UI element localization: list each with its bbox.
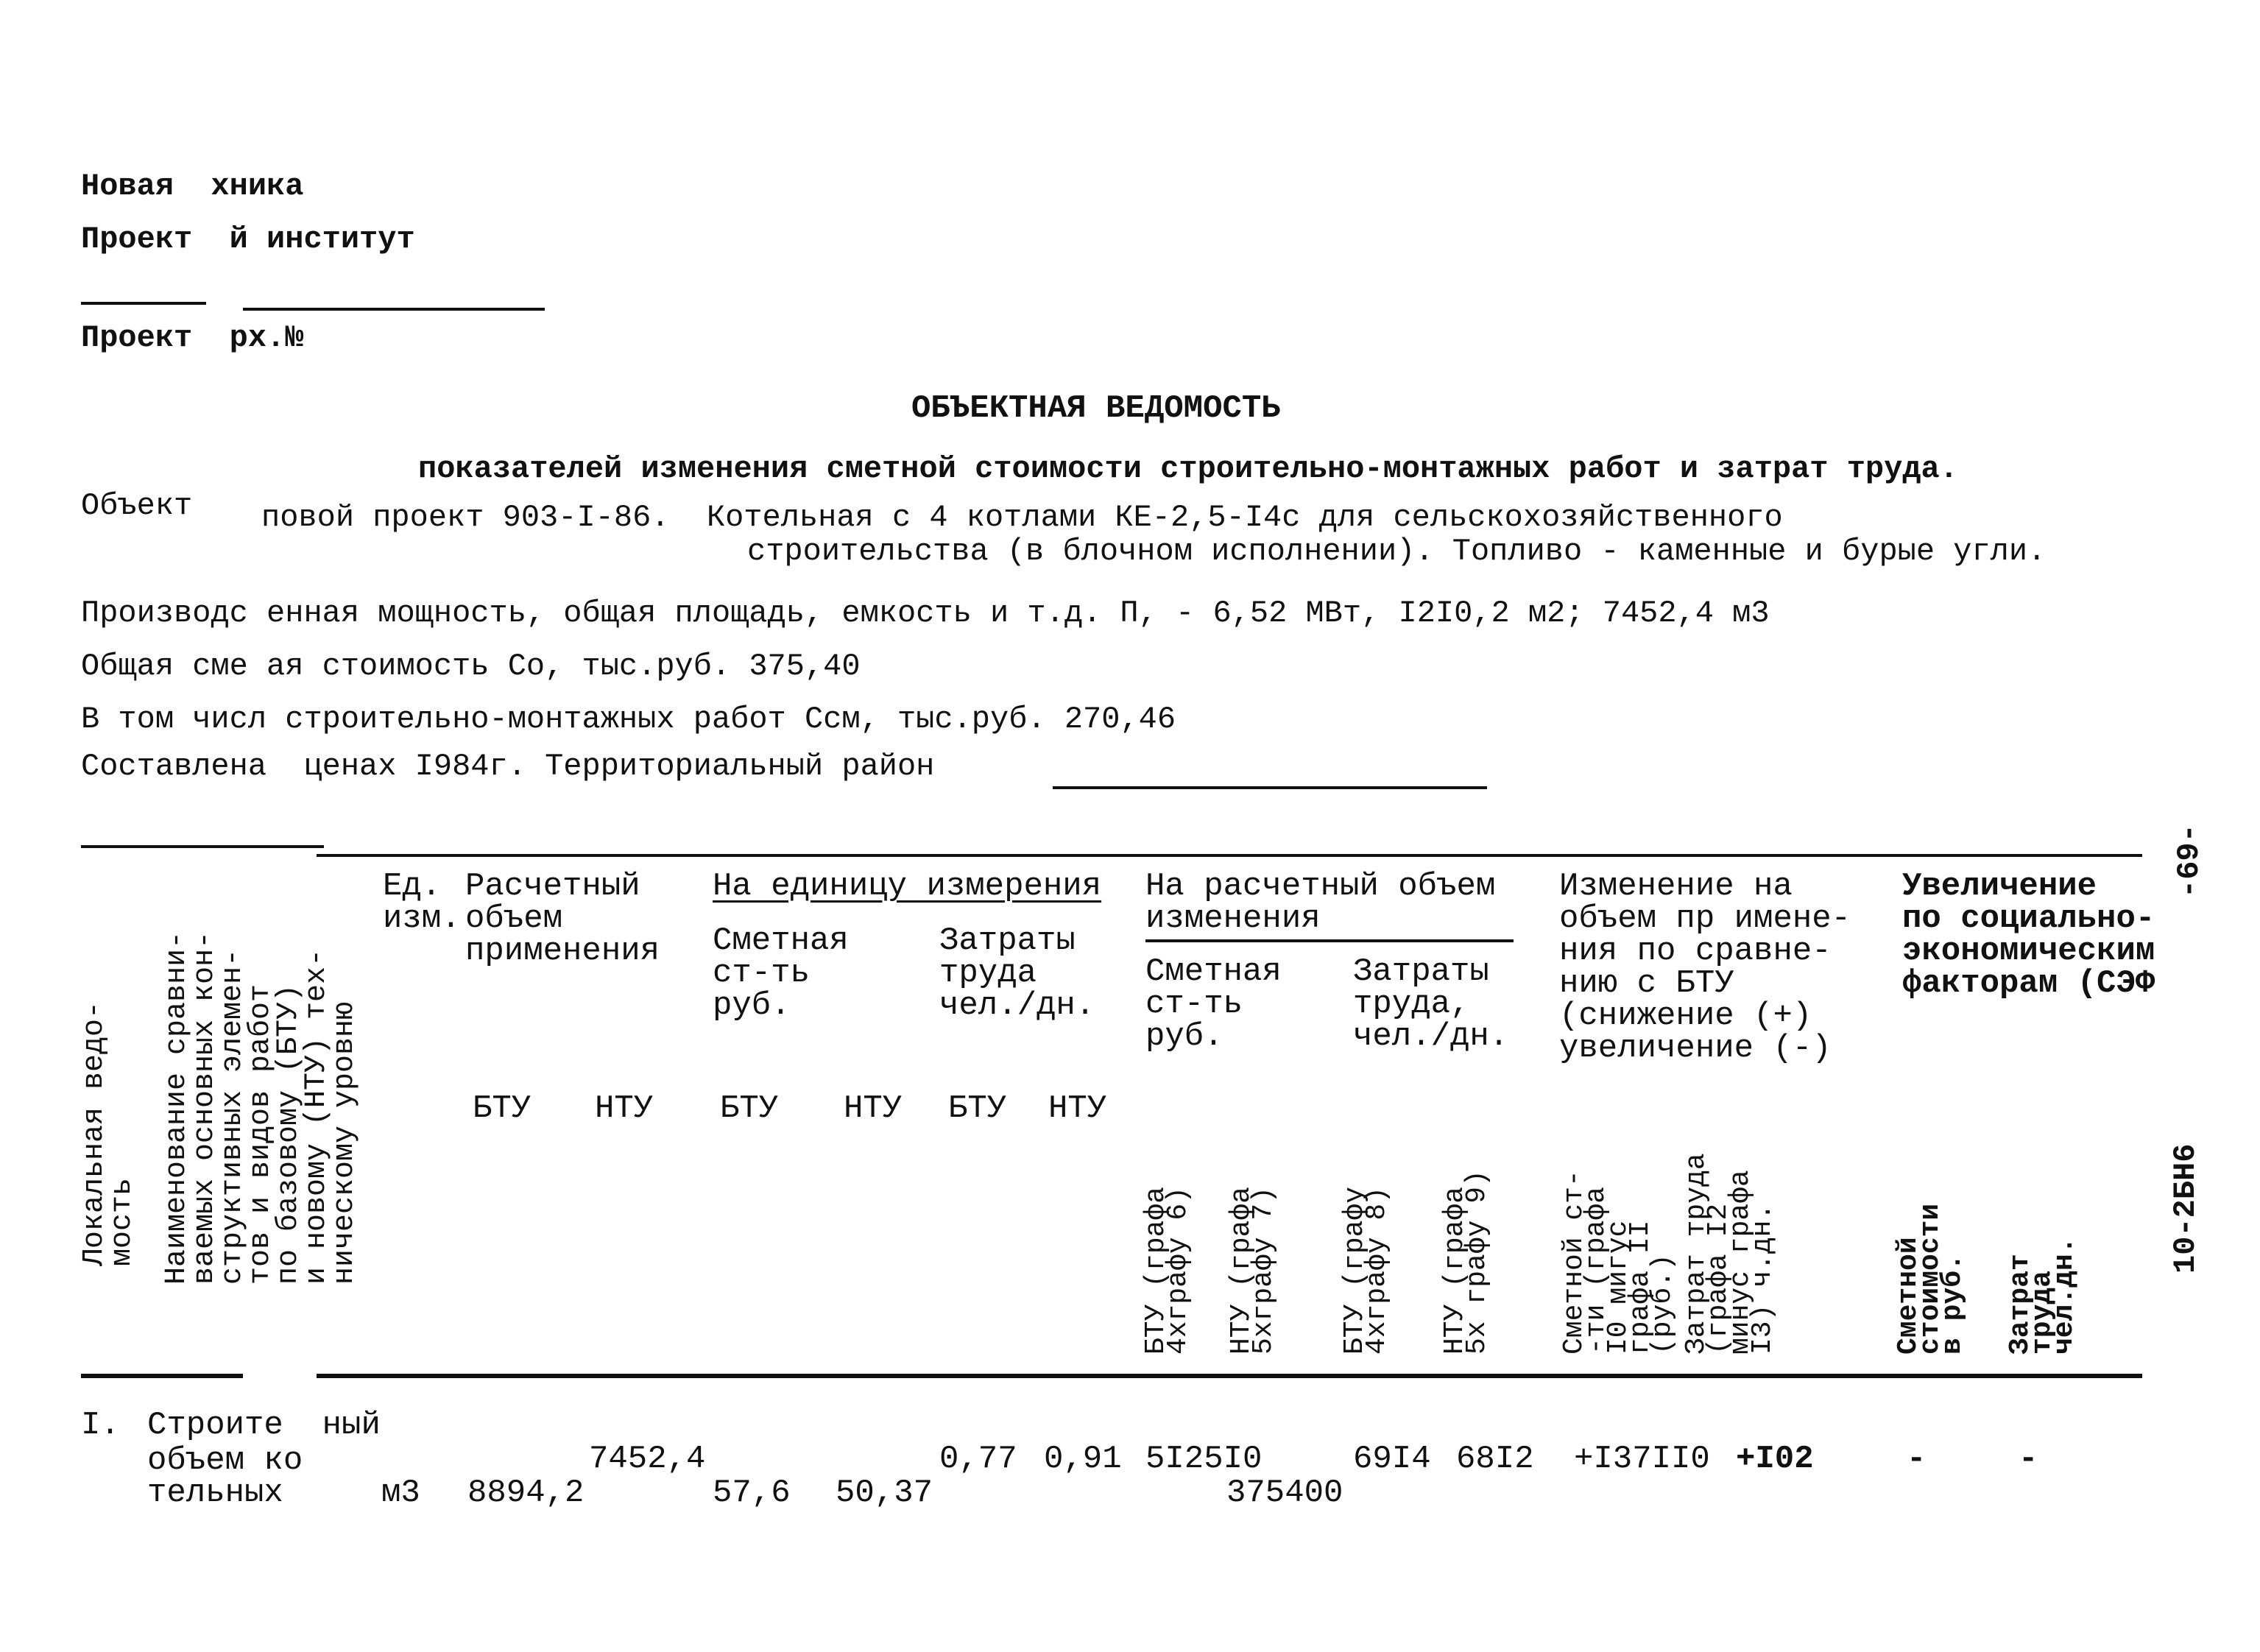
org-name: Новая хника: [81, 169, 304, 204]
subheader-soc-labor: Затрат труда чел.дн.: [2005, 1237, 2080, 1355]
subheader-calc-cost-ntu: НТУ (графа 5хграфу 7): [1226, 1186, 1279, 1355]
row-change-labor: +I02: [1736, 1441, 1814, 1478]
object-line-2: строительства (в блочном исполнении). Топливо - каменные и бурые угли.: [747, 534, 2047, 569]
label-volume-ntu: НТУ: [595, 1090, 654, 1127]
label-cost-btu: БТУ: [720, 1090, 779, 1127]
row-soc-cost: -: [1907, 1441, 1927, 1478]
row-change-cost: +I37II0: [1574, 1441, 1710, 1478]
row-calc-cost-btu: 5I25I0: [1145, 1441, 1263, 1478]
header-social-factors: Увеличение по социально- экономическим факторам (СЭФ: [1902, 868, 2155, 1002]
page-number-mark: -69-: [2172, 824, 2207, 898]
document-subtitle: показателей изменения сметной стоимости строительно-монтажных работ и затрат труда.: [418, 451, 1958, 487]
header-per-unit: На единицу измерения: [713, 868, 1102, 905]
object-line-1: повой проект 903-I-86. Котельная с 4 котлами КЕ-2,5-I4с для сельскохозяйственного: [261, 500, 1783, 535]
smr-cost-line: В том числ строительно-монтажных работ Ссм, тыс.руб. 270,46: [81, 702, 1176, 737]
table-top-rule-left: [81, 845, 324, 848]
row-cost-ntu: 50,37: [836, 1475, 933, 1511]
prices-line: Составлена ценах I984г. Территориальный район: [81, 749, 935, 784]
subheader-calc-cost-btu: БТУ (графа 4хграфу 6): [1140, 1186, 1194, 1355]
subheader-change-labor: Затрат труда (графа I2 минус графа I3) ч.дн.: [1681, 1153, 1779, 1355]
header-calc-volume: На расчетный объем изменения: [1145, 868, 1496, 937]
header-calc-cost: Сметная ст-ть руб.: [1145, 953, 1282, 1055]
row-cost-btu: 57,6: [713, 1475, 791, 1511]
row-number: I.: [81, 1407, 120, 1444]
header-local-estimate: Локальная ведо- мость: [78, 1000, 139, 1266]
header-rule-2: [243, 308, 545, 311]
row-unit: м3: [381, 1475, 420, 1511]
project-number: Проект рх.№: [81, 320, 304, 356]
header-bottom-rule-left: [81, 1374, 243, 1378]
series-mark: 10-2БН6: [2168, 1143, 2203, 1274]
capacity-line: Производс енная мощность, общая площадь, емкость и т.д. П, - 6,52 МВт, I2I0,2 м2; 7452,4 м3: [81, 596, 1770, 631]
row-calc-labor-ntu: 68I2: [1456, 1441, 1534, 1478]
header-per-unit-labor: Затраты труда чел./дн.: [939, 922, 1095, 1024]
header-unit: Ед. изм.: [383, 868, 461, 937]
header-calc-labor: Затраты труда, чел./дн.: [1353, 953, 1509, 1055]
header-per-unit-cost: Сметная ст-ть руб.: [713, 922, 849, 1024]
label-labor-btu: БТУ: [948, 1090, 1007, 1127]
row-labor-ntu: 0,91: [1044, 1441, 1122, 1478]
header-change: Изменение на объем пр имене- ния по сравне- нию с БТУ (снижение (+) увеличение (-): [1559, 868, 1851, 1067]
label-volume-btu: БТУ: [473, 1090, 532, 1127]
header-volume: Расчетный объем применения: [465, 868, 660, 970]
subheader-calc-labor-btu: БТУ (графу 4хграфу 8): [1339, 1186, 1393, 1355]
institute-name: Проект й институт: [81, 222, 415, 257]
row-soc-labor: -: [2019, 1441, 2038, 1478]
subheader-change-cost: Сметной ст- -ти (графа I0 мигус графа II (руб.): [1558, 1170, 1678, 1355]
table-top-rule: [317, 854, 2142, 857]
row-name-line-2: объем ко: [147, 1442, 303, 1479]
calc-volume-rule: [1145, 939, 1514, 942]
row-volume-ntu: 7452,4: [589, 1441, 706, 1478]
header-bottom-rule: [317, 1374, 2142, 1378]
object-label: Объект: [81, 488, 193, 523]
document-title: ОБЪЕКТНАЯ ВЕДОМОСТЬ: [911, 390, 1281, 427]
row-calc-labor-btu: 69I4: [1353, 1441, 1431, 1478]
row-name-line-1: Строите ный: [147, 1407, 381, 1444]
subheader-soc-cost: Сметной стоимости в руб.: [1893, 1203, 1968, 1355]
total-cost-line: Общая сме ая стоимость Со, тыс.руб. 375,40: [81, 649, 861, 684]
header-rule-1: [81, 302, 206, 305]
label-labor-ntu: НТУ: [1048, 1090, 1107, 1127]
header-element-name: Наименование сравни- ваемых основных кон- структивных элемен- тов и видов работ по базовому (БТУ) и новому (НТУ) тех- ническому уровню: [160, 931, 361, 1285]
row-labor-btu: 0,77: [939, 1441, 1017, 1478]
district-blank-rule: [1053, 786, 1487, 789]
label-cost-ntu: НТУ: [844, 1090, 903, 1127]
row-volume-btu: 8894,2: [467, 1475, 585, 1511]
subheader-calc-labor-ntu: НТУ (графа 5х графу 9): [1439, 1170, 1493, 1355]
row-name-line-3: тельных: [147, 1475, 283, 1511]
row-calc-cost-ntu: 375400: [1226, 1475, 1343, 1511]
